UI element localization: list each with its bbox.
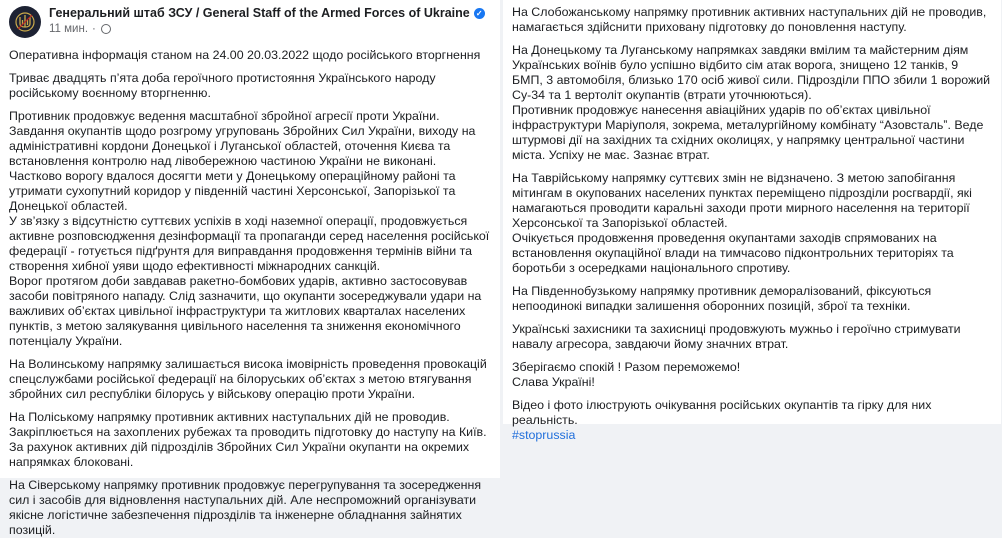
page-name-link[interactable]: Генеральний штаб ЗСУ / General Staff of the Armed Forces of Ukraine (49, 6, 470, 20)
post-left-column (0, 0, 500, 537)
post-timestamp[interactable]: 11 мин. (49, 23, 89, 35)
hashtag-link[interactable]: #stoprussia (512, 428, 576, 442)
post-paragraph: Очікується продовження проведення окупантами заходів спрямованих на встановлення окупаційної влади на тимчасово підконтрольних територіях та боротьби з осередками національного спротиву. (512, 231, 954, 275)
post-paragraph: На Слобожанському напрямку противник активних наступальних дій не проводив, намагається здійснити приховану підготовку до поновлення наступу. (512, 5, 987, 34)
post-paragraph: На Донецькому та Луганському напрямках завдяки вмілим та майстерним діям Українських воїнів було успішно відбито сім атак ворога, знищено 12 танків, 9 БМП, 3 автомобіля, близько 170 осіб живої сили. Підрозділи ППО збили 1 ворожий Су-34 та 1 вертоліт окупантів (втрати уточнюються). (512, 43, 991, 102)
globe-icon[interactable] (101, 24, 111, 34)
post-right-column (503, 0, 1001, 442)
post-paragraph: У зв’язку з відсутністю суттєвих успіхів в ході наземної операції, продовжується активне розповсюдження дезінформації та пропаганди серед населення російської федерації - готується підґрунтя для виправдання продовження термінів війни та створення хибної уяви щодо ефективності міжнародних санкцій. (9, 214, 490, 273)
post-paragraph: Українські захисники та захисниці продовжують мужньо і героїчно стримувати навалу агресора, завдаючи йому значних втрат. (512, 322, 961, 351)
post-paragraph: Противник продовжує ведення масштабної збройної агресії проти України. Завдання окупантів щодо розгрому угруповань Збройних Сил України, виходу на адміністративні кордони Донецької і Луганської областей, оточення Києва та встановлення контролю над лівобережною частиною України не виконані. Частково ворогу вдалося досягти мети у Донецькому операційному районі та утримати сухопутний коридор у південній частині Херсонської, Запорізької та Донецької областей. (9, 109, 476, 213)
trident-emblem-icon (14, 11, 36, 33)
post-paragraph: На Поліському напрямку противник активних наступальних дій не проводив. Закріплюється на захоплених рубежах та проводить підготовку до наступу на Київ. За рахунок активних дій підрозділів Збройних Сил України окупанти на окремих напрямках блоковані. (9, 410, 487, 469)
post-paragraph: Слава Україні! (512, 375, 595, 389)
post-paragraph: Ворог протягом доби завдавав ракетно-бомбових ударів, активно застосовував засоби повітряного нападу. Слід зазначити, що окупанти зосереджували удари на важливих об’єктах цивільної інфраструктури та житлових кварталах населених пунктів, з метою залякування цивільного населення та зниження економічного потенціалу України. (9, 274, 482, 348)
post-paragraph: На Сіверському напрямку противник продовжує перегрупування та зосередження сил і засобів для відновлення наступальних дій. Але неспроможний організувати якісне логістичне забезпечення підрозділів та інженерне обладнання зайнятих позицій. (9, 478, 482, 537)
post-paragraph: Оперативна інформація станом на 24.00 20.03.2022 щодо російського вторгнення (9, 48, 481, 62)
post-paragraph: На Таврійському напрямку суттєвих змін не відзначено. З метою запобігання мітингам в окупованих населених пунктах переміщено підрозділи росгвардії, які намагаються проводити каральні заходи проти мирного населення на території Херсонської та Запорізької областей. (512, 171, 972, 230)
post-paragraph: Противник продовжує нанесення авіаційних ударів по об’єктах цивільної інфраструктури Маріуполя, зокрема, металургійному комбінату “Азовстальˮ. Веде штурмові дії на західних та східних околицях, у напрямку центральної частини міста. Успіху не має. Зазнає втрат. (512, 103, 984, 162)
post-header (9, 6, 490, 40)
post-paragraph: На Південнобузькому напрямку противник деморалізований, фіксуються непоодинокі випадки залишення оборонних позицій, зброї та техніки. (512, 284, 932, 313)
page-avatar[interactable] (9, 6, 41, 38)
post-paragraph: Відео і фото ілюструють очікування російських окупантів та гірку для них реальність. (512, 398, 932, 427)
post-paragraph: Триває двадцять п’ята доба героїчного протистояння Українського народу російському воєнному вторгненню. (9, 71, 436, 100)
post-paragraph: На Волинському напрямку залишається висока імовірність проведення провокацій спецслужбами російської федерації на білоруських об’єктах з метою втягування збройних сил республіки білорусь у військову операцію проти України. (9, 357, 487, 401)
meta-separator: · (92, 23, 96, 35)
post-paragraph: Зберігаємо спокій ! Разом переможемо! (512, 360, 741, 374)
verified-badge-icon: ✓ (474, 8, 485, 19)
